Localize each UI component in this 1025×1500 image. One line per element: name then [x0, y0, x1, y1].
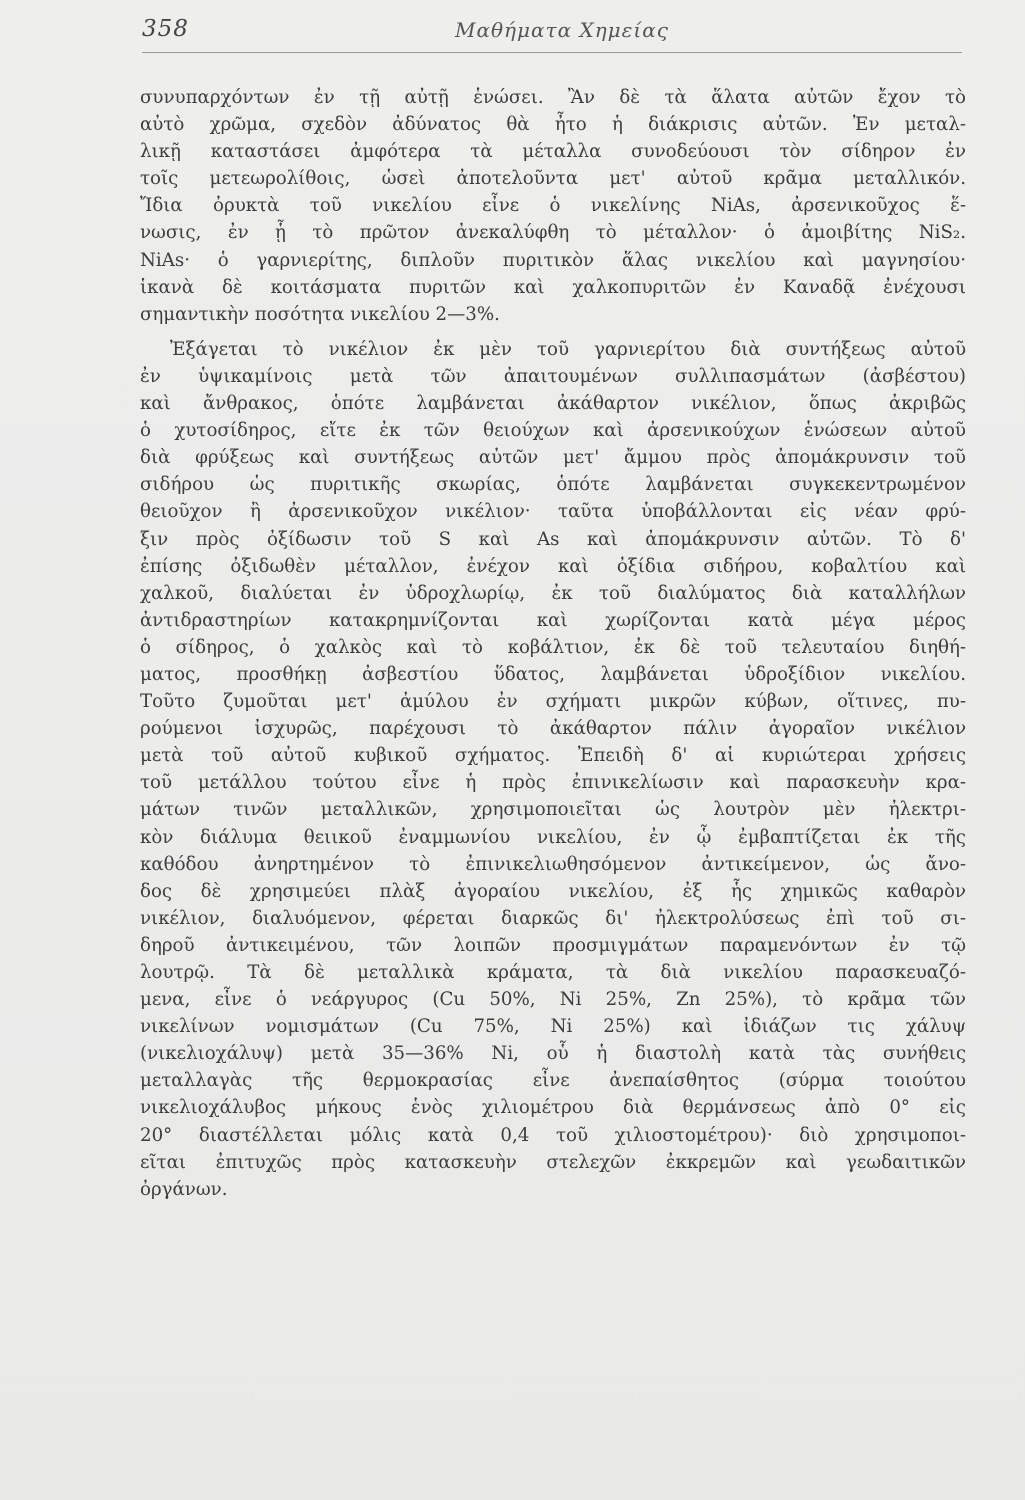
text-line: ἱκανὰ δὲ κοιτάσματα πυριτῶν καὶ χαλκοπυριτῶν ἐν Καναδᾷ ἐνέχουσι [140, 276, 966, 298]
text-line: νικέλιον, διαλυόμενον, φέρεται διαρκῶς δι' ἠλεκτρολύσεως ἐπὶ τοῦ σι- [140, 907, 966, 929]
text-line: λουτρῷ. Τὰ δὲ μεταλλικὰ κράματα, τὰ διὰ νικελίου παρασκευαζό- [140, 962, 966, 983]
text-line: μενα, εἶνε ὁ νεάργυρος (Cu 50%, Ni 25%, Zn 25%), τὸ κρᾶμα τῶν [140, 989, 966, 1011]
text-line: θειοῦχον ἢ ἀρσενικοῦχον νικέλιον· ταῦτα ὑποβάλλονται εἰς νέαν φρύ- [140, 501, 966, 523]
text-line: Ἐξάγεται τὸ νικέλιον ἐκ μὲν τοῦ γαρνιερίτου διὰ συντήξεως αὐτοῦ [170, 338, 966, 360]
text-line: σημαντικὴν ποσότητα νικελίου 2—3%. [140, 303, 500, 325]
text-line: νωσις, ἐν ᾗ τὸ πρῶτον ἀνεκαλύφθη τὸ μέταλλον· ὁ ἀμοιβίτης NiS₂. [140, 222, 966, 244]
text-line: ξιν πρὸς ὀξίδωσιν τοῦ S καὶ As καὶ ἀπομάκρυνσιν αὐτῶν. Τὸ δ' [140, 528, 966, 550]
page-number: 358 [142, 16, 189, 42]
text-line: ὁ σίδηρος, ὁ χαλκὸς καὶ τὸ κοβάλτιον, ἐκ δὲ τοῦ τελευταίου διηθή- [140, 636, 966, 658]
text-line: NiAs· ὁ γαρνιερίτης, διπλοῦν πυριτικὸν ἅλας νικελίου καὶ μαγνησίου· [140, 249, 966, 271]
page-header [142, 14, 962, 48]
text-line: ρούμενοι ἰσχυρῶς, παρέχουσι τὸ ἀκάθαρτον πάλιν ἀγοραῖον νικέλιον [140, 718, 966, 740]
text-line: Τοῦτο ζυμοῦται μετ' ἀμύλου ἐν σχήματι μικρῶν κύβων, οἵτινες, πυ- [140, 691, 966, 713]
text-line: διὰ φρύξεως καὶ συντήξεως αὐτῶν μετ' ἄμμου πρὸς ἀπομάκρυνσιν τοῦ [140, 447, 966, 469]
text-line: ὀργάνων. [140, 1178, 228, 1200]
text-line: 20° διαστέλλεται μόλις κατὰ 0,4 τοῦ χιλιοστομέτρου)· διὸ χρησιμοποι- [140, 1124, 966, 1146]
text-line: μετὰ τοῦ αὐτοῦ κυβικοῦ σχήματος. Ἐπειδὴ δ' αἱ κυριώτεραι χρήσεις [140, 745, 966, 767]
header-rule [142, 52, 962, 53]
text-line: ἐν ὑψικαμίνοις μετὰ τῶν ἀπαιτουμένων συλλιπασμάτων (ἀσβέστου) [140, 365, 966, 387]
text-line: εῖται ἐπιτυχῶς πρὸς κατασκευὴν στελεχῶν ἐκκρεμῶν καὶ γεωδαιτικῶν [140, 1151, 966, 1173]
text-line: μάτων τινῶν μεταλλικῶν, χρησιμοποιεῖται ὡς λουτρὸν μὲν ἠλεκτρι- [140, 799, 966, 821]
paragraph [140, 84, 966, 328]
text-line: δηροῦ ἀντικειμένου, τῶν λοιπῶν προσμιγμάτων παραμενόντων ἐν τῷ [140, 934, 966, 956]
running-title: Μαθήματα Χημείας [455, 18, 669, 42]
text-line: λικῇ καταστάσει ἀμφότερα τὰ μέταλλα συνοδεύουσι τὸν σίδηρον ἐν [140, 141, 966, 163]
text-line: μεταλλαγὰς τῆς θερμοκρασίας εἶνε ἀνεπαίσθητος (σύρμα τοιούτου [140, 1070, 966, 1092]
text-line: αὐτὸ χρῶμα, σχεδὸν ἀδύνατος θὰ ἦτο ἡ διάκρισις αὐτῶν. Ἐν μεταλ- [140, 114, 966, 136]
text-line: νικελιοχάλυβος μήκους ἑνὸς χιλιομέτρου διὰ θερμάνσεως ἀπὸ 0° εἰς [140, 1097, 966, 1119]
text-line: καθόδου ἀνηρτημένον τὸ ἐπινικελιωθησόμενον ἀντικείμενον, ὡς ἄνο- [140, 853, 966, 875]
text-line: κὸν διάλυμα θειικοῦ ἐναμμωνίου νικελίου, ἐν ᾧ ἐμβαπτίζεται ἐκ τῆς [140, 826, 966, 848]
text-line: τοῦ μετάλλου τούτου εἶνε ἡ πρὸς ἐπινικελίωσιν καὶ παρασκευὴν κρα- [140, 772, 966, 794]
body-text [140, 84, 966, 1203]
text-line: σιδήρου ὡς πυριτικῆς σκωρίας, ὁπότε λαμβάνεται συγκεκεντρωμένον [140, 474, 966, 496]
paragraph [140, 336, 966, 1203]
text-line: δος δὲ χρησιμεύει πλὰξ ἀγοραίου νικελίου, ἐξ ἧς χημικῶς καθαρὸν [140, 880, 966, 902]
text-line: καὶ ἄνθρακος, ὁπότε λαμβάνεται ἀκάθαρτον νικέλιον, ὅπως ἀκριβῶς [140, 393, 966, 415]
text-line: ὁ χυτοσίδηρος, εἴτε ἐκ τῶν θειούχων καὶ ἀρσενικούχων ἑνώσεων αὐτοῦ [140, 420, 966, 442]
text-line: τοῖς μετεωρολίθοις, ὡσεὶ ἀποτελοῦντα μετ' αὐτοῦ κρᾶμα μεταλλικόν. [140, 168, 966, 190]
text-line: ἐπίσης ὀξιδωθὲν μέταλλον, ἐνέχον καὶ ὀξίδια σιδήρου, κοβαλτίου καὶ [140, 555, 966, 577]
text-line: ἀντιδραστηρίων κατακρημνίζονται καὶ χωρίζονται κατὰ μέγα μέρος [140, 609, 966, 631]
text-line: ματος, προσθήκῃ ἀσβεστίου ὕδατος, λαμβάνεται ὑδροξίδιον νικελίου. [140, 663, 966, 685]
text-line: Ἴδια ὀρυκτὰ τοῦ νικελίου εἶνε ὁ νικελίνης NiAs, ἀρσενικοῦχος ἕ- [140, 195, 966, 217]
text-line: συνυπαρχόντων ἐν τῇ αὐτῇ ἑνώσει. Ἂν δὲ τὰ ἅλατα αὐτῶν ἔχον τὸ [140, 87, 966, 108]
text-line: νικελίνων νομισμάτων (Cu 75%, Ni 25%) καὶ ἰδιάζων τις χάλυψ [140, 1016, 966, 1038]
text-line: χαλκοῦ, διαλύεται ἐν ὑδροχλωρίῳ, ἐκ τοῦ διαλύματος διὰ καταλλήλων [140, 582, 966, 604]
text-line: (νικελιοχάλυψ) μετὰ 35—36% Ni, οὗ ἡ διαστολὴ κατὰ τὰς συνήθεις [140, 1043, 966, 1065]
